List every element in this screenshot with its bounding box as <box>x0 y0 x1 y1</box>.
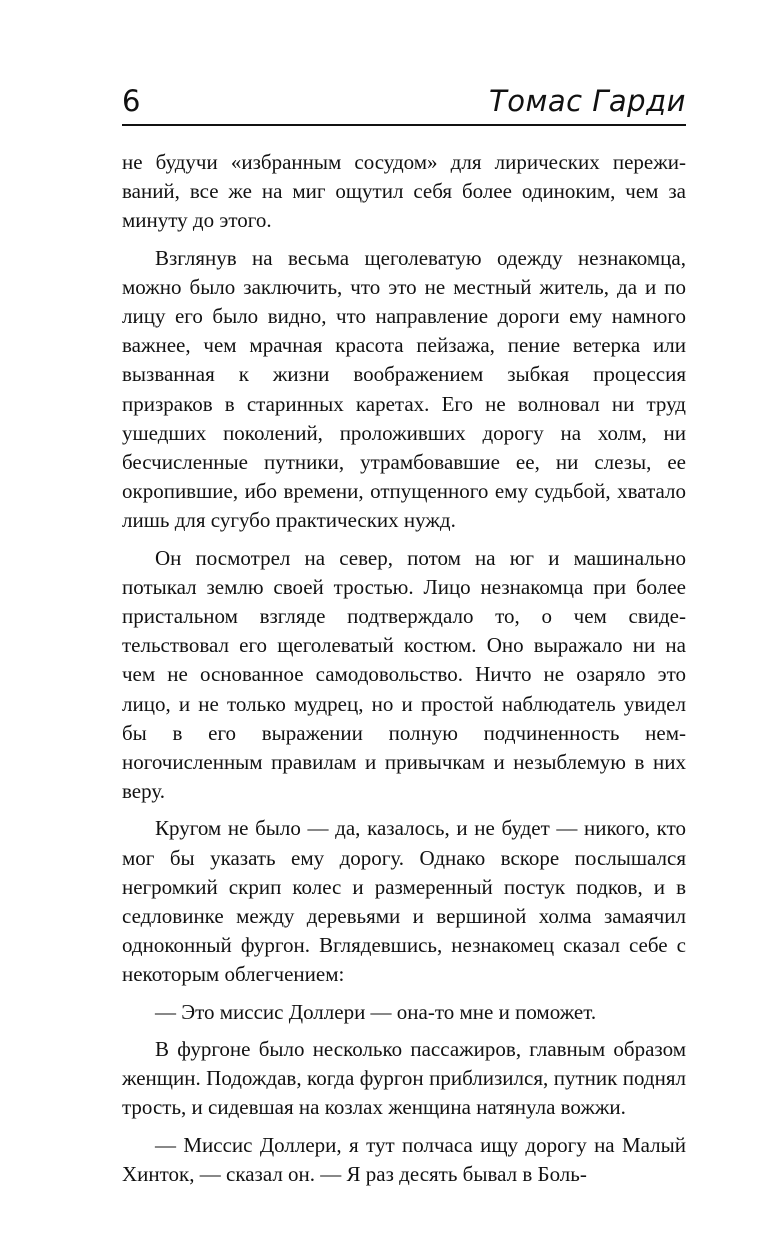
page-number: 6 <box>122 84 141 118</box>
dialogue-line: — Это миссис Доллери — она-то мне и поможет. <box>155 999 597 1024</box>
running-head <box>122 84 686 126</box>
paragraph: Кругом не было — да, казалось, и не будет — никого, кто мог бы указать ему дорогу. Однако вскоре послышался негромкий скрип колес и размеренный постук подков, и в седловинке между деревьями и вершиной холма замаячил одноконный фургон. Вглядевшись, незнакомец сказал себе с некоторым облегчением: <box>122 816 686 987</box>
paragraph-continued: не будучи «избранным сосудом» для лирических переживаний, все же на миг ощутил себя более одиноким, чем за минуту до этого. <box>122 150 686 233</box>
paragraph: В фургоне было несколько пассажиров, главным образом женщин. Подождав, когда фургон приблизился, путник поднял трость, и сидевшая на козлах женщина натянула вожжи. <box>122 1036 686 1120</box>
paragraph: Взглянув на весьма щеголеватую одежду незнакомца, можно было заключить, что это не местный житель, да и по лицу его было видно, что направление дороги ему намного важнее, чем мрачная красота пейзажа, пение ветерка или вызванная к жизни воображением зыбкая процессия призраков в старинных каретах. Его не волновал ни труд ушедших поколений, проложивших дорогу на холм, ни бесчисленные путники, утрамбовавшие ее, ни слезы, ее окропившие, ибо времени, отпущенного ему судьбой, хватало лишь для сугубо практических нужд. <box>122 245 686 533</box>
dialogue-line: — Миссис Доллери, я тут полчаса ищу дорогу на Малый Хинток, — сказал он. — Я раз десять бывал в Боль- <box>122 1132 686 1186</box>
paragraph: Он посмотрел на север, потом на юг и машинально потыкал землю своей тростью. Лицо незнакомца при более пристальном взгляде подтверждало то, о чем свидетельствовал его щеголеватый костюм. Оно выражало ни на чем не основанное самодовольство. Ничто не озаряло это лицо, и не только мудрец, но и простой наблюдатель увидел бы в его выражении полную подчиненность немногочисленным правилам и привычкам и незыблемую в них веру. <box>122 545 686 804</box>
running-head-author: Томас Гарди <box>488 84 686 118</box>
body-text <box>122 148 686 1197</box>
